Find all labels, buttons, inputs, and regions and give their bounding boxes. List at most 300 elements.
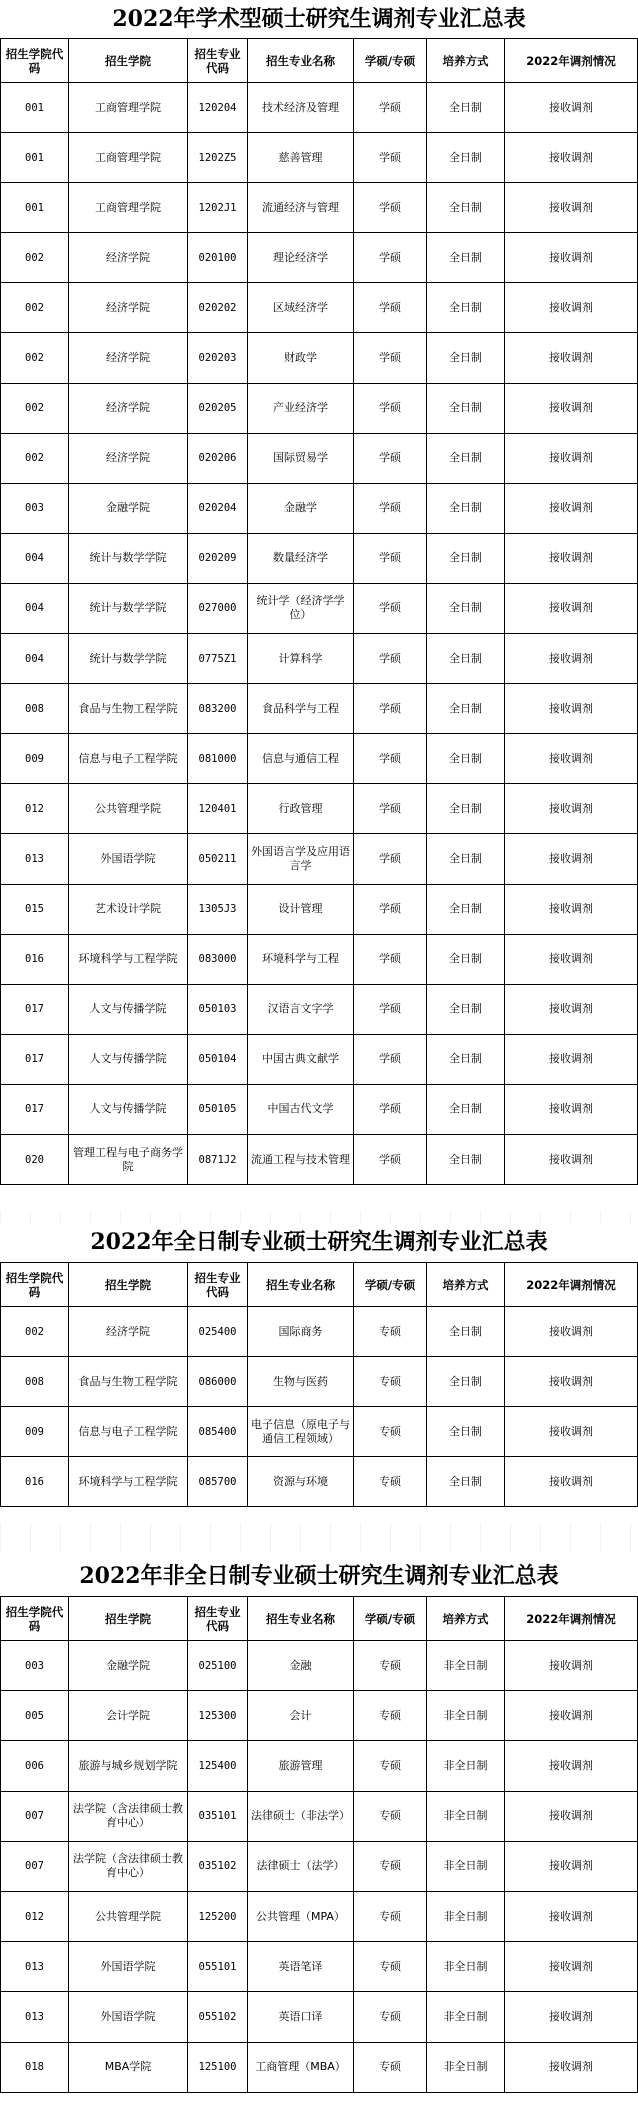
table-row [1,1942,638,1992]
college-code-cell: 001 [1,83,69,133]
college-code-cell: 013 [1,1992,69,2042]
table-title: 2022年非全日制专业硕士研究生调剂专业汇总表 [79,1563,559,1589]
college-code-cell: 020 [1,1134,69,1184]
degree-type-cell: 学硕 [354,583,427,633]
major-name-cell: 法律硕士（非法学） [248,1791,354,1841]
table-row [1,2042,638,2092]
major-name-cell: 金融学 [248,483,354,533]
table-title: 2022年全日制专业硕士研究生调剂专业汇总表 [90,1229,548,1255]
study-mode-cell: 非全日制 [427,1891,505,1941]
study-mode-cell: 全日制 [427,634,505,684]
column-header-college-name: 招生学院 [69,1597,188,1641]
college-code-cell: 016 [1,1457,69,1507]
study-mode-cell: 全日制 [427,734,505,784]
column-header-study-mode: 培养方式 [427,39,505,83]
table-row [1,133,638,183]
degree-type-cell: 专硕 [354,1841,427,1891]
table-row [1,1457,638,1507]
column-header-college-code: 招生学院代码 [1,1263,69,1307]
major-name-cell: 环境科学与工程 [248,934,354,984]
major-code-cell: 020205 [188,383,248,433]
degree-type-cell: 学硕 [354,483,427,533]
college-name-cell: 管理工程与电子商务学院 [69,1134,188,1184]
college-code-cell: 001 [1,133,69,183]
college-name-cell: 人文与传播学院 [69,984,188,1034]
major-code-cell: 027000 [188,583,248,633]
major-name-cell: 外国语言学及应用语言学 [248,834,354,884]
study-mode-cell: 全日制 [427,583,505,633]
major-name-cell: 区域经济学 [248,283,354,333]
degree-type-cell: 专硕 [354,1992,427,2042]
college-name-cell: 金融学院 [69,483,188,533]
study-mode-cell: 全日制 [427,283,505,333]
table-row [1,583,638,633]
major-code-cell: 125100 [188,2042,248,2092]
degree-type-cell: 学硕 [354,684,427,734]
adjust-status-cell: 接收调剂 [505,634,638,684]
column-header-degree-type: 学硕/专硕 [354,39,427,83]
college-code-cell: 001 [1,183,69,233]
college-name-cell: 经济学院 [69,283,188,333]
degree-type-cell: 专硕 [354,1457,427,1507]
major-code-cell: 085400 [188,1407,248,1457]
study-mode-cell: 非全日制 [427,1992,505,2042]
degree-type-cell: 学硕 [354,183,427,233]
college-code-cell: 002 [1,1307,69,1357]
adjust-status-cell: 接收调剂 [505,533,638,583]
adjust-status-cell: 接收调剂 [505,1084,638,1134]
college-code-cell: 006 [1,1741,69,1791]
degree-type-cell: 学硕 [354,283,427,333]
study-mode-cell: 全日制 [427,333,505,383]
study-mode-cell: 全日制 [427,984,505,1034]
study-mode-cell: 全日制 [427,834,505,884]
column-header-college-code: 招生学院代码 [1,39,69,83]
degree-type-cell: 学硕 [354,83,427,133]
degree-type-cell: 专硕 [354,1307,427,1357]
college-code-cell: 002 [1,233,69,283]
major-code-cell: 086000 [188,1357,248,1407]
study-mode-cell: 全日制 [427,1134,505,1184]
major-name-cell: 财政学 [248,333,354,383]
major-code-cell: 035101 [188,1791,248,1841]
major-name-cell: 中国古典文献学 [248,1034,354,1084]
college-name-cell: 食品与生物工程学院 [69,684,188,734]
degree-type-cell: 学硕 [354,634,427,684]
major-name-cell: 理论经济学 [248,233,354,283]
college-name-cell: 会计学院 [69,1691,188,1741]
study-mode-cell: 全日制 [427,183,505,233]
major-code-cell: 020204 [188,483,248,533]
column-header-degree-type: 学硕/专硕 [354,1263,427,1307]
header-row [1,39,638,83]
major-code-cell: 020100 [188,233,248,283]
college-name-cell: 旅游与城乡规划学院 [69,1741,188,1791]
table-row [1,1992,638,2042]
degree-type-cell: 学硕 [354,133,427,183]
degree-type-cell: 专硕 [354,1357,427,1407]
major-name-cell: 生物与医药 [248,1357,354,1407]
study-mode-cell: 非全日制 [427,1841,505,1891]
college-name-cell: 外国语学院 [69,1942,188,1992]
adjust-status-cell: 接收调剂 [505,1307,638,1357]
table-row [1,634,638,684]
major-name-cell: 国际商务 [248,1307,354,1357]
degree-type-cell: 学硕 [354,383,427,433]
major-code-cell: 020209 [188,533,248,583]
study-mode-cell: 非全日制 [427,2042,505,2092]
major-name-cell: 食品科学与工程 [248,684,354,734]
major-name-cell: 统计学（经济学学位） [248,583,354,633]
adjust-status-cell: 接收调剂 [505,383,638,433]
table-row [1,283,638,333]
major-code-cell: 120204 [188,83,248,133]
adjust-status-cell: 接收调剂 [505,984,638,1034]
major-code-cell: 085700 [188,1457,248,1507]
major-code-cell: 055102 [188,1992,248,2042]
table-row [1,984,638,1034]
college-code-cell: 007 [1,1841,69,1891]
college-code-cell: 015 [1,884,69,934]
column-header-college-name: 招生学院 [69,1263,188,1307]
study-mode-cell: 全日制 [427,533,505,583]
college-name-cell: 统计与数学学院 [69,634,188,684]
adjust-status-cell: 接收调剂 [505,934,638,984]
table-row [1,383,638,433]
study-mode-cell: 全日制 [427,83,505,133]
major-name-cell: 金融 [248,1641,354,1691]
adjust-status-cell: 接收调剂 [505,183,638,233]
column-header-major-code: 招生专业代码 [188,1263,248,1307]
major-code-cell: 125400 [188,1741,248,1791]
major-code-cell: 0775Z1 [188,634,248,684]
table-row [1,433,638,483]
college-code-cell: 017 [1,1084,69,1134]
major-name-cell: 法律硕士（法学） [248,1841,354,1891]
table-row [1,483,638,533]
major-name-cell: 中国古代文学 [248,1084,354,1134]
adjust-status-cell: 接收调剂 [505,483,638,533]
study-mode-cell: 全日制 [427,884,505,934]
major-code-cell: 020206 [188,433,248,483]
college-code-cell: 008 [1,684,69,734]
college-name-cell: 人文与传播学院 [69,1084,188,1134]
college-code-cell: 013 [1,834,69,884]
adjust-status-cell: 接收调剂 [505,1407,638,1457]
major-code-cell: 020202 [188,283,248,333]
adjust-status-cell: 接收调剂 [505,233,638,283]
table-row [1,83,638,133]
college-code-cell: 004 [1,634,69,684]
college-name-cell: 信息与电子工程学院 [69,1407,188,1457]
degree-type-cell: 专硕 [354,1741,427,1791]
college-code-cell: 013 [1,1942,69,1992]
college-code-cell: 009 [1,734,69,784]
adjust-status-cell: 接收调剂 [505,1357,638,1407]
adjust-status-cell: 接收调剂 [505,2042,638,2092]
column-header-college-name: 招生学院 [69,39,188,83]
table-row [1,1891,638,1941]
college-name-cell: MBA学院 [69,2042,188,2092]
degree-type-cell: 学硕 [354,884,427,934]
major-code-cell: 1202Z5 [188,133,248,183]
college-name-cell: 经济学院 [69,1307,188,1357]
college-name-cell: 信息与电子工程学院 [69,734,188,784]
adjust-status-cell: 接收调剂 [505,684,638,734]
column-header-study-mode: 培养方式 [427,1263,505,1307]
column-header-major-name: 招生专业名称 [248,1597,354,1641]
column-header-degree-type: 学硕/专硕 [354,1597,427,1641]
major-code-cell: 025100 [188,1641,248,1691]
table-row [1,734,638,784]
college-code-cell: 008 [1,1357,69,1407]
major-name-cell: 国际贸易学 [248,433,354,483]
college-name-cell: 工商管理学院 [69,133,188,183]
summary-table [0,38,638,1185]
college-code-cell: 002 [1,283,69,333]
major-name-cell: 信息与通信工程 [248,734,354,784]
table-row [1,1741,638,1791]
adjust-status-cell: 接收调剂 [505,1791,638,1841]
college-name-cell: 人文与传播学院 [69,1034,188,1084]
column-header-major-code: 招生专业代码 [188,39,248,83]
college-code-cell: 012 [1,784,69,834]
major-code-cell: 025400 [188,1307,248,1357]
column-header-study-mode: 培养方式 [427,1597,505,1641]
college-code-cell: 009 [1,1407,69,1457]
degree-type-cell: 学硕 [354,784,427,834]
major-code-cell: 035102 [188,1841,248,1891]
degree-type-cell: 专硕 [354,1691,427,1741]
college-name-cell: 经济学院 [69,333,188,383]
adjust-status-cell: 接收调剂 [505,283,638,333]
major-name-cell: 汉语言文字学 [248,984,354,1034]
study-mode-cell: 全日制 [427,233,505,283]
college-name-cell: 艺术设计学院 [69,884,188,934]
study-mode-cell: 全日制 [427,684,505,734]
college-name-cell: 环境科学与工程学院 [69,1457,188,1507]
header-row [1,1263,638,1307]
college-code-cell: 007 [1,1791,69,1841]
adjust-status-cell: 接收调剂 [505,884,638,934]
college-code-cell: 002 [1,333,69,383]
summary-table [0,1596,638,2093]
degree-type-cell: 学硕 [354,734,427,784]
degree-type-cell: 专硕 [354,1641,427,1691]
college-name-cell: 统计与数学学院 [69,583,188,633]
college-code-cell: 003 [1,483,69,533]
major-code-cell: 083000 [188,934,248,984]
table-row [1,1034,638,1084]
college-code-cell: 012 [1,1891,69,1941]
college-name-cell: 法学院（含法律硕士教育中心） [69,1791,188,1841]
major-code-cell: 020203 [188,333,248,383]
column-header-adjust-status: 2022年调剂情况 [505,39,638,83]
table-row [1,1407,638,1457]
study-mode-cell: 全日制 [427,1357,505,1407]
college-name-cell: 法学院（含法律硕士教育中心） [69,1841,188,1891]
college-code-cell: 018 [1,2042,69,2092]
adjust-status-cell: 接收调剂 [505,734,638,784]
table-row [1,684,638,734]
study-mode-cell: 全日制 [427,1034,505,1084]
column-header-major-code: 招生专业代码 [188,1597,248,1641]
college-code-cell: 017 [1,984,69,1034]
table-title: 2022年学术型硕士研究生调剂专业汇总表 [112,6,526,32]
college-code-cell: 002 [1,383,69,433]
college-code-cell: 004 [1,583,69,633]
college-code-cell: 003 [1,1641,69,1691]
table-row [1,784,638,834]
major-code-cell: 050211 [188,834,248,884]
degree-type-cell: 学硕 [354,1084,427,1134]
study-mode-cell: 非全日制 [427,1942,505,1992]
study-mode-cell: 全日制 [427,133,505,183]
adjust-status-cell: 接收调剂 [505,83,638,133]
summary-table [0,1262,638,1507]
college-name-cell: 公共管理学院 [69,1891,188,1941]
table-row [1,1357,638,1407]
adjust-status-cell: 接收调剂 [505,433,638,483]
table-row [1,233,638,283]
college-code-cell: 017 [1,1034,69,1084]
major-name-cell: 英语笔译 [248,1942,354,1992]
major-name-cell: 行政管理 [248,784,354,834]
adjust-status-cell: 接收调剂 [505,1841,638,1891]
college-code-cell: 005 [1,1691,69,1741]
table-row [1,1641,638,1691]
study-mode-cell: 非全日制 [427,1691,505,1741]
table-row [1,834,638,884]
column-header-adjust-status: 2022年调剂情况 [505,1597,638,1641]
degree-type-cell: 学硕 [354,333,427,383]
adjust-status-cell: 接收调剂 [505,1992,638,2042]
major-code-cell: 050104 [188,1034,248,1084]
study-mode-cell: 全日制 [427,1457,505,1507]
adjust-status-cell: 接收调剂 [505,834,638,884]
major-code-cell: 0871J2 [188,1134,248,1184]
major-code-cell: 120401 [188,784,248,834]
college-name-cell: 经济学院 [69,433,188,483]
major-name-cell: 设计管理 [248,884,354,934]
study-mode-cell: 全日制 [427,1407,505,1457]
table-row [1,1134,638,1184]
major-name-cell: 慈善管理 [248,133,354,183]
major-code-cell: 055101 [188,1942,248,1992]
major-name-cell: 会计 [248,1691,354,1741]
table-row [1,884,638,934]
major-name-cell: 产业经济学 [248,383,354,433]
column-header-major-name: 招生专业名称 [248,39,354,83]
college-name-cell: 环境科学与工程学院 [69,934,188,984]
degree-type-cell: 专硕 [354,1942,427,1992]
table-row [1,333,638,383]
table-row [1,183,638,233]
college-name-cell: 经济学院 [69,233,188,283]
study-mode-cell: 非全日制 [427,1641,505,1691]
adjust-status-cell: 接收调剂 [505,333,638,383]
major-name-cell: 电子信息（原电子与通信工程领域） [248,1407,354,1457]
column-header-major-name: 招生专业名称 [248,1263,354,1307]
study-mode-cell: 全日制 [427,784,505,834]
table-row [1,1691,638,1741]
college-name-cell: 公共管理学院 [69,784,188,834]
study-mode-cell: 全日制 [427,1084,505,1134]
adjust-status-cell: 接收调剂 [505,1942,638,1992]
study-mode-cell: 非全日制 [427,1791,505,1841]
college-name-cell: 经济学院 [69,383,188,433]
major-name-cell: 工商管理（MBA） [248,2042,354,2092]
college-name-cell: 外国语学院 [69,1992,188,2042]
major-code-cell: 125300 [188,1691,248,1741]
adjust-status-cell: 接收调剂 [505,1034,638,1084]
table-row [1,533,638,583]
degree-type-cell: 学硕 [354,233,427,283]
college-name-cell: 工商管理学院 [69,183,188,233]
study-mode-cell: 全日制 [427,934,505,984]
major-name-cell: 技术经济及管理 [248,83,354,133]
major-name-cell: 流通经济与管理 [248,183,354,233]
major-name-cell: 流通工程与技术管理 [248,1134,354,1184]
study-mode-cell: 全日制 [427,433,505,483]
study-mode-cell: 全日制 [427,483,505,533]
adjust-status-cell: 接收调剂 [505,1891,638,1941]
college-name-cell: 外国语学院 [69,834,188,884]
major-name-cell: 资源与环境 [248,1457,354,1507]
degree-type-cell: 学硕 [354,533,427,583]
adjust-status-cell: 接收调剂 [505,583,638,633]
adjust-status-cell: 接收调剂 [505,1741,638,1791]
adjust-status-cell: 接收调剂 [505,1691,638,1741]
degree-type-cell: 学硕 [354,1034,427,1084]
major-name-cell: 数量经济学 [248,533,354,583]
degree-type-cell: 学硕 [354,834,427,884]
college-code-cell: 016 [1,934,69,984]
college-name-cell: 金融学院 [69,1641,188,1691]
major-code-cell: 1202J1 [188,183,248,233]
major-name-cell: 公共管理（MPA） [248,1891,354,1941]
degree-type-cell: 专硕 [354,2042,427,2092]
study-mode-cell: 全日制 [427,383,505,433]
major-name-cell: 英语口译 [248,1992,354,2042]
major-code-cell: 050105 [188,1084,248,1134]
table-row [1,1307,638,1357]
college-name-cell: 统计与数学学院 [69,533,188,583]
college-name-cell: 食品与生物工程学院 [69,1357,188,1407]
adjust-status-cell: 接收调剂 [505,1457,638,1507]
major-code-cell: 081000 [188,734,248,784]
degree-type-cell: 专硕 [354,1407,427,1457]
degree-type-cell: 学硕 [354,433,427,483]
table-row [1,1791,638,1841]
table-row [1,1084,638,1134]
degree-type-cell: 专硕 [354,1891,427,1941]
degree-type-cell: 学硕 [354,934,427,984]
column-header-adjust-status: 2022年调剂情况 [505,1263,638,1307]
major-name-cell: 旅游管理 [248,1741,354,1791]
header-row [1,1597,638,1641]
study-mode-cell: 非全日制 [427,1741,505,1791]
major-code-cell: 050103 [188,984,248,1034]
column-header-college-code: 招生学院代码 [1,1597,69,1641]
adjust-status-cell: 接收调剂 [505,133,638,183]
college-code-cell: 002 [1,433,69,483]
degree-type-cell: 学硕 [354,1134,427,1184]
adjust-status-cell: 接收调剂 [505,1641,638,1691]
section-gap [0,1523,638,1553]
college-code-cell: 004 [1,533,69,583]
college-name-cell: 工商管理学院 [69,83,188,133]
